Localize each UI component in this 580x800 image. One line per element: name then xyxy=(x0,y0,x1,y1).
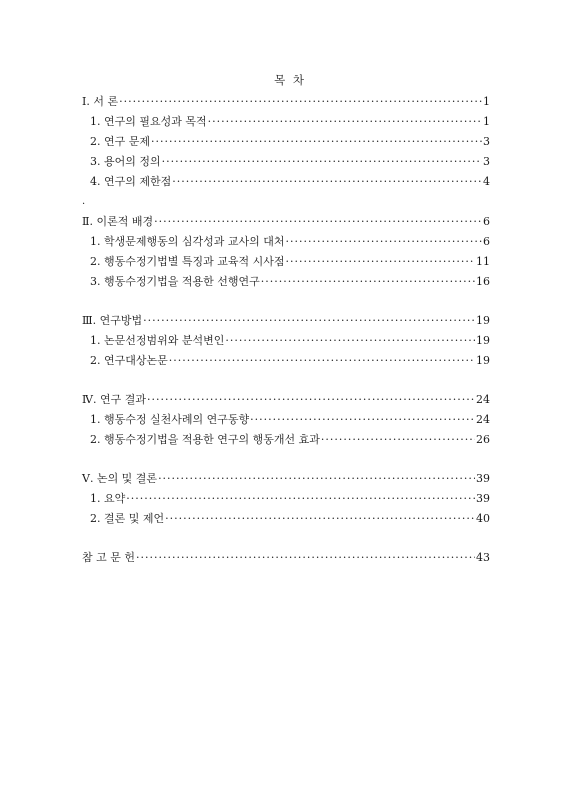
toc-chapter-4 xyxy=(82,392,490,408)
toc-page-number: 19 xyxy=(476,334,490,347)
toc-page-number: 3 xyxy=(483,135,490,148)
dot-leader xyxy=(151,134,482,150)
toc-page-number: 16 xyxy=(476,275,490,288)
toc-chapter-5 xyxy=(82,471,490,487)
dot-leader xyxy=(154,214,482,230)
toc-page-number: 3 xyxy=(483,155,490,168)
dot-leader xyxy=(158,471,475,487)
toc-page-number: 11 xyxy=(476,255,490,268)
toc-page-number: 39 xyxy=(476,492,490,505)
dot-leader xyxy=(261,274,475,290)
dot-leader xyxy=(225,333,475,349)
toc-label: 1. 논문선정범위와 분석변인 xyxy=(90,334,225,347)
toc-page-number: 4 xyxy=(483,175,490,188)
toc-label: 1. 요약 xyxy=(90,492,126,505)
toc-item xyxy=(90,234,490,250)
dot-leader xyxy=(119,94,482,110)
toc-chapter-2 xyxy=(82,214,490,230)
toc-item xyxy=(90,134,490,150)
dot-leader xyxy=(286,234,483,250)
toc-item xyxy=(90,114,490,130)
toc-label: 1. 학생문제행동의 심각성과 교사의 대처 xyxy=(90,235,285,248)
toc-page-number: 19 xyxy=(476,314,490,327)
toc-item xyxy=(90,154,490,170)
toc-label: Ⅲ. 연구방법 xyxy=(82,314,143,327)
toc-page-number: 19 xyxy=(476,354,490,367)
toc-page-number: 24 xyxy=(476,413,490,426)
toc-page-number: 39 xyxy=(476,472,490,485)
dot-leader xyxy=(147,392,475,408)
toc-page-number: 6 xyxy=(483,235,490,248)
dot-leader xyxy=(143,313,475,329)
toc-item xyxy=(90,254,490,270)
toc-chapter-3 xyxy=(82,313,490,329)
toc-page-number: 1 xyxy=(483,115,490,128)
toc-label: Ⅳ. 연구 결과 xyxy=(82,393,146,406)
dot-leader xyxy=(136,550,475,566)
dot-leader xyxy=(169,353,475,369)
dot-leader xyxy=(250,412,475,428)
toc-page-number: 24 xyxy=(476,393,490,406)
toc-item xyxy=(90,333,490,349)
toc-item xyxy=(90,412,490,428)
toc-label: 2. 연구 문제 xyxy=(90,135,150,148)
toc-label: 3. 용어의 정의 xyxy=(90,155,161,168)
dot-leader xyxy=(126,491,475,507)
dot-leader xyxy=(208,114,482,130)
dot-leader xyxy=(162,154,482,170)
toc-page-number: 1 xyxy=(483,95,490,108)
toc-label: 2. 연구대상논문 xyxy=(90,354,168,367)
toc-label: 2. 행동수정기법별 특징과 교육적 시사점 xyxy=(90,255,285,268)
toc-label: Ⅴ. 논의 및 결론 xyxy=(82,472,158,485)
toc-label: 참 고 문 헌 xyxy=(82,551,135,564)
toc-item xyxy=(90,274,490,290)
toc-item xyxy=(90,511,490,527)
toc-label: 1. 행동수정 실천사례의 연구동향 xyxy=(90,413,250,426)
toc-references xyxy=(82,550,490,566)
toc-page-number: 26 xyxy=(476,433,490,446)
toc-item xyxy=(90,491,490,507)
toc-page-number: 40 xyxy=(476,512,490,525)
dot-leader xyxy=(172,174,482,190)
toc-label: 2. 결론 및 제언 xyxy=(90,512,165,525)
stray-mark: . xyxy=(82,196,86,207)
toc-label: 1. 연구의 필요성과 목적 xyxy=(90,115,207,128)
toc-chapter-1 xyxy=(82,94,490,110)
toc-item xyxy=(90,353,490,369)
dot-leader xyxy=(321,432,475,448)
page-title: 목 차 xyxy=(274,73,306,87)
toc-page-number: 6 xyxy=(483,215,490,228)
toc-item xyxy=(90,432,490,448)
dot-leader xyxy=(165,511,475,527)
toc-label: Ⅱ. 이론적 배경 xyxy=(82,215,154,228)
toc-label: Ⅰ. 서 론 xyxy=(82,95,119,108)
toc-label: 3. 행동수정기법을 적용한 선행연구 xyxy=(90,275,260,288)
toc-page-number: 43 xyxy=(476,551,490,564)
toc-label: 2. 행동수정기법을 적용한 연구의 행동개선 효과 xyxy=(90,433,320,446)
dot-leader xyxy=(286,254,476,270)
toc-item xyxy=(90,174,490,190)
toc-label: 4. 연구의 제한점 xyxy=(90,175,172,188)
